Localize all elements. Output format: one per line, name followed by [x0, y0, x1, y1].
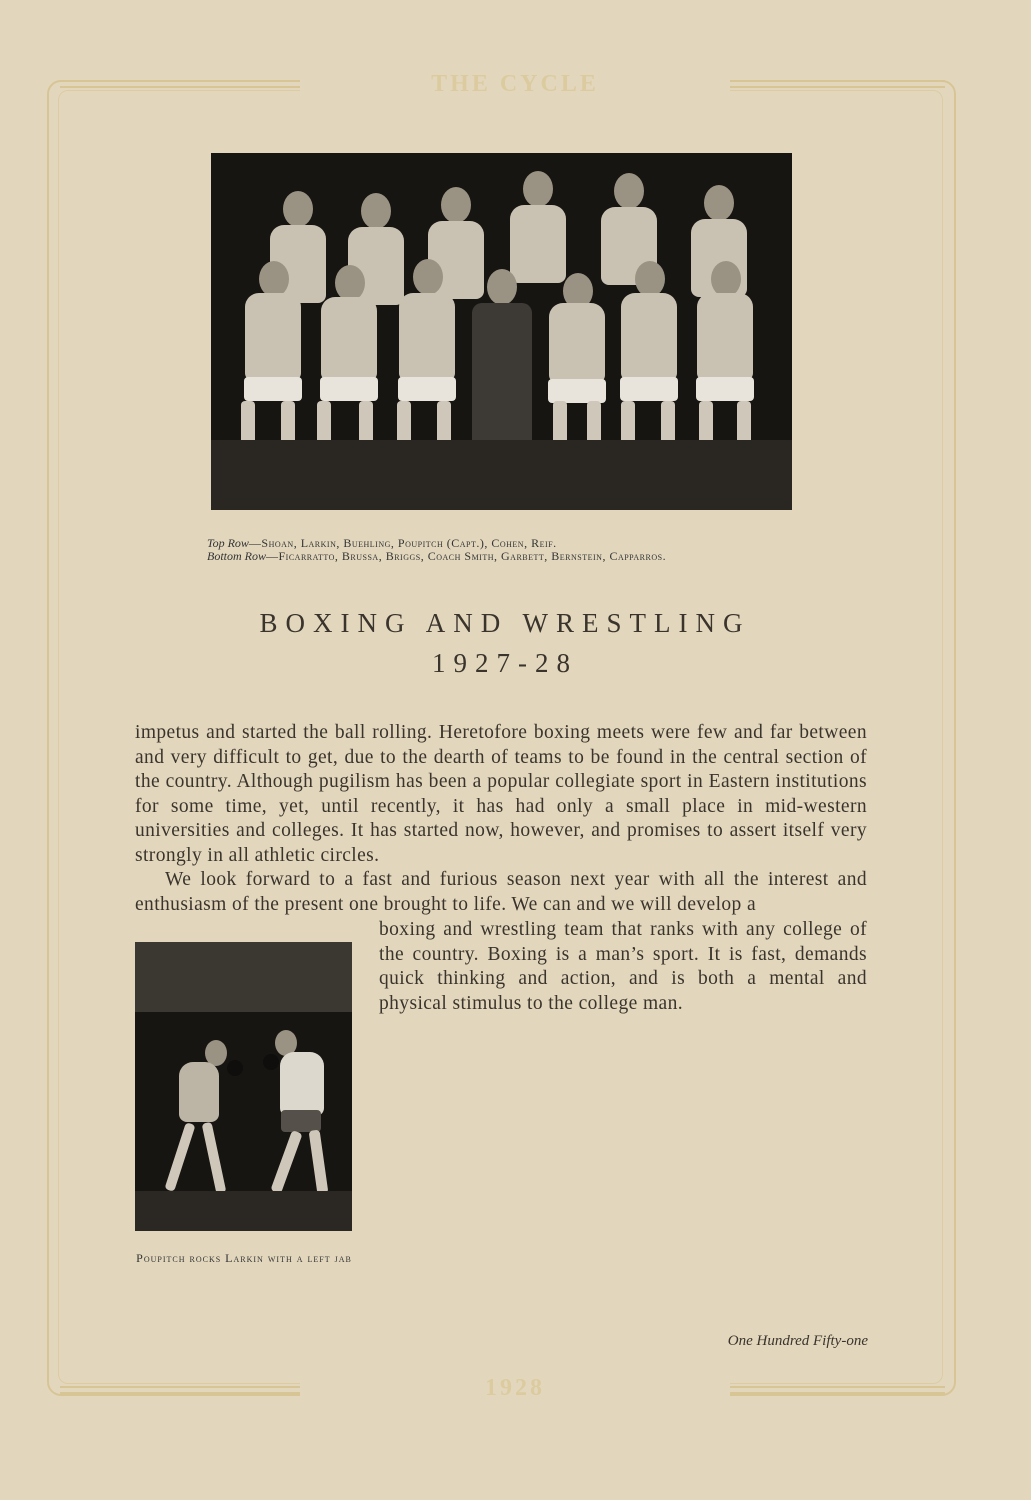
- footer-year: 1928: [485, 1374, 545, 1401]
- team-photo: [211, 153, 792, 510]
- caption-bottom-label: Bottom Row: [207, 549, 266, 563]
- article-title: BOXING AND WRESTLING: [259, 608, 751, 638]
- paragraph-2-start: We look forward to a fast and furious season next year with all the interest and enthusiasm of the present one brought to life. We can and we will develop a: [135, 869, 867, 915]
- running-title: THE CYCLE: [431, 70, 599, 97]
- article-years: 1927-28: [432, 648, 578, 678]
- team-photo-caption: [207, 537, 807, 563]
- caption-top-label: Top Row: [207, 536, 249, 550]
- paragraph-2-continued: boxing and wrestling team that ranks with any college of the country. Boxing is a man’s sport. It is fast, demands quick thinking and action, and is both a mental and physical stimulus to the college man.: [379, 919, 867, 1014]
- running-footer: [300, 1376, 730, 1400]
- boxing-photo: [135, 942, 352, 1231]
- article-body-wrapped: [379, 918, 867, 1016]
- caption-top-names: —Shoan, Larkin, Buehling, Poupitch (Capt.), Cohen, Reif.: [248, 536, 557, 550]
- running-header: [300, 72, 730, 96]
- article-body-full-width: [135, 721, 867, 917]
- caption-bottom-names: —Ficarratto, Brussa, Briggs, Coach Smith, Garbett, Bernstein, Capparros.: [266, 549, 667, 563]
- page-number: One Hundred Fifty-one: [727, 1333, 868, 1349]
- paragraph-1: impetus and started the ball rolling. Heretofore boxing meets were few and far between and very difficult to get, due to the dearth of teams to be found in the central section of the country. Although pugilism has been a popular collegiate sport in Eastern institutions for some time, yet, until recently, it has had only a small place in mid-western universities and colleges. It has started now, however, and promises to assert itself very strongly in all athletic circles.: [135, 722, 867, 866]
- boxing-photo-caption: Poupitch rocks Larkin with a left jab: [136, 1251, 352, 1265]
